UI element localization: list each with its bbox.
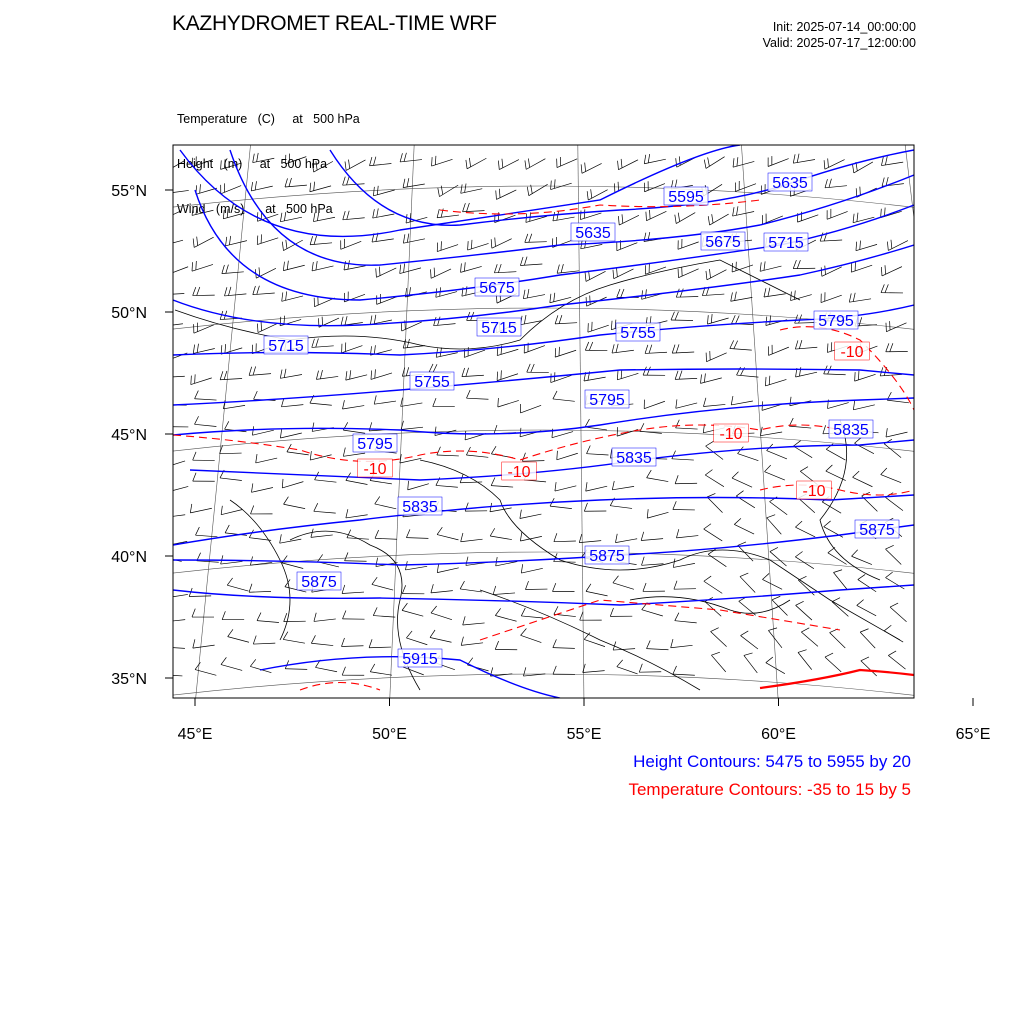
lon-tick-label: 45°E bbox=[177, 726, 213, 743]
height-contour-label bbox=[398, 649, 442, 668]
height-contour-label bbox=[585, 390, 629, 409]
height-contour-label bbox=[297, 572, 341, 591]
svg-text:5715: 5715 bbox=[768, 235, 804, 252]
svg-text:5715: 5715 bbox=[481, 320, 517, 337]
svg-text:5675: 5675 bbox=[479, 280, 515, 297]
svg-text:5715: 5715 bbox=[268, 338, 304, 355]
height-contour-label bbox=[477, 318, 521, 337]
field-wind: Wind (m/s) at 500 hPa bbox=[177, 202, 333, 216]
height-contour-label bbox=[475, 278, 519, 297]
height-contour-label bbox=[616, 323, 660, 342]
temperature-contour-label bbox=[714, 424, 749, 443]
svg-text:5595: 5595 bbox=[668, 189, 704, 206]
height-contour-label bbox=[571, 223, 615, 242]
height-legend: Height Contours: 5475 to 5955 by 20 bbox=[633, 752, 911, 771]
temperature-contour-label bbox=[358, 459, 393, 478]
lon-tick-label: 60°E bbox=[761, 726, 796, 743]
svg-text:5755: 5755 bbox=[620, 325, 656, 342]
svg-text:5795: 5795 bbox=[818, 313, 854, 330]
lat-tick-label: 45°N bbox=[111, 427, 147, 444]
height-contour-label bbox=[829, 420, 873, 439]
height-contours bbox=[173, 145, 914, 698]
svg-text:5635: 5635 bbox=[772, 175, 808, 192]
svg-text:-10: -10 bbox=[363, 461, 387, 478]
temperature-contour-label bbox=[835, 342, 870, 361]
lat-tick-label: 50°N bbox=[111, 305, 147, 322]
lat-tick-label: 55°N bbox=[111, 183, 147, 200]
valid-time: Valid: 2025-07-17_12:00:00 bbox=[762, 36, 916, 50]
axis-labels bbox=[111, 183, 1024, 743]
lon-tick-label: 65°E bbox=[955, 726, 991, 743]
svg-text:5875: 5875 bbox=[589, 548, 625, 565]
height-contour-label bbox=[701, 232, 745, 251]
height-contour-label bbox=[585, 546, 629, 565]
height-contour-label bbox=[410, 372, 454, 391]
lat-tick-label: 40°N bbox=[111, 549, 147, 566]
svg-text:-10: -10 bbox=[507, 464, 531, 481]
svg-text:5635: 5635 bbox=[575, 225, 611, 242]
field-temperature: Temperature (C) at 500 hPa bbox=[177, 112, 360, 126]
lon-tick-label: 50°E bbox=[372, 726, 407, 743]
map-title: KAZHYDROMET REAL-TIME WRF bbox=[172, 12, 497, 35]
svg-text:5835: 5835 bbox=[402, 499, 438, 516]
svg-text:5675: 5675 bbox=[705, 234, 741, 251]
height-contour-label bbox=[768, 173, 812, 192]
svg-text:5755: 5755 bbox=[414, 374, 450, 391]
height-contour-label bbox=[353, 434, 397, 453]
temperature-legend: Temperature Contours: -35 to 15 by 5 bbox=[628, 780, 911, 799]
svg-text:5795: 5795 bbox=[589, 392, 625, 409]
svg-text:5915: 5915 bbox=[402, 651, 438, 668]
svg-text:5875: 5875 bbox=[301, 574, 337, 591]
height-contour-label bbox=[855, 520, 899, 539]
contour-labels bbox=[264, 173, 899, 668]
height-contour-label bbox=[264, 336, 308, 355]
lat-tick-label: 35°N bbox=[111, 671, 147, 688]
svg-text:5795: 5795 bbox=[357, 436, 393, 453]
init-time: Init: 2025-07-14_00:00:00 bbox=[772, 20, 916, 34]
svg-text:5835: 5835 bbox=[833, 422, 869, 439]
height-contour-label bbox=[664, 187, 708, 206]
svg-text:5875: 5875 bbox=[859, 522, 895, 539]
svg-text:-10: -10 bbox=[719, 426, 743, 443]
temperature-contours bbox=[173, 200, 914, 690]
height-contour-label bbox=[814, 311, 858, 330]
field-height: Height (m) at 500 hPa bbox=[177, 157, 328, 171]
temperature-contour-label bbox=[502, 462, 537, 481]
height-contour-label bbox=[612, 448, 656, 467]
height-contour-label bbox=[764, 233, 808, 252]
svg-text:-10: -10 bbox=[840, 344, 864, 361]
temperature-contour-label bbox=[797, 481, 832, 500]
svg-text:-10: -10 bbox=[802, 483, 826, 500]
svg-text:5835: 5835 bbox=[616, 450, 652, 467]
height-contour-label bbox=[398, 497, 442, 516]
lon-tick-label: 55°E bbox=[566, 726, 602, 743]
